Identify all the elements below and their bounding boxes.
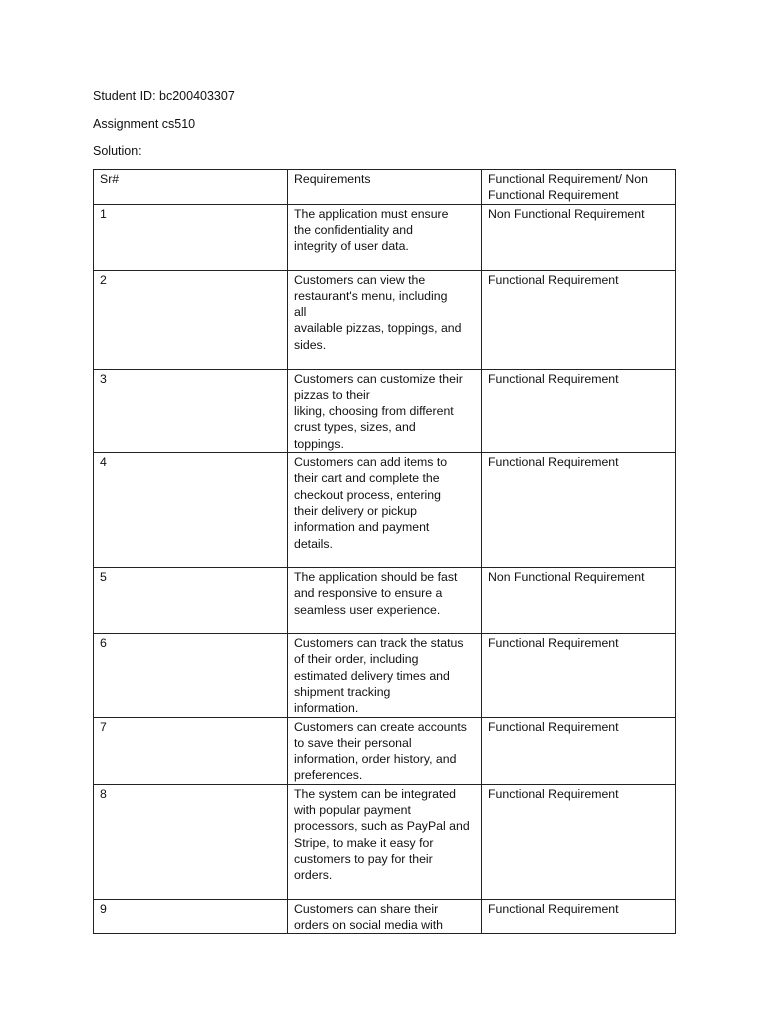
solution-label: Solution: [93, 144, 142, 158]
cell-sr: 2 [94, 270, 288, 369]
requirements-table [93, 169, 676, 934]
cell-sr: 9 [94, 899, 288, 934]
cell-type: Functional Requirement [482, 369, 676, 452]
column-header-sr: Sr# [94, 170, 288, 205]
table-row [94, 270, 676, 369]
table-header-row [94, 170, 676, 205]
table-row [94, 369, 676, 452]
cell-type: Functional Requirement [482, 899, 676, 934]
cell-sr: 7 [94, 717, 288, 784]
cell-sr: 5 [94, 568, 288, 634]
cell-requirement: Customers can create accounts to save their personal information, order history, and preferences. [288, 717, 482, 784]
cell-type: Functional Requirement [482, 270, 676, 369]
cell-requirement: The system can be integrated with popular payment processors, such as PayPal and Stripe, to make it easy for customers to pay for their orders. [288, 784, 482, 899]
cell-requirement: The application should be fast and responsive to ensure a seamless user experience. [288, 568, 482, 634]
cell-sr: 8 [94, 784, 288, 899]
table-row [94, 568, 676, 634]
cell-requirement: Customers can track the status of their order, including estimated delivery times and shipment tracking information. [288, 634, 482, 717]
cell-requirement: Customers can view the restaurant's menu, including all available pizzas, toppings, and sides. [288, 270, 482, 369]
cell-type: Non Functional Requirement [482, 204, 676, 270]
cell-type: Functional Requirement [482, 717, 676, 784]
cell-requirement: Customers can add items to their cart and complete the checkout process, entering their delivery or pickup information and payment details. [288, 453, 482, 568]
table-row [94, 634, 676, 717]
cell-sr: 3 [94, 369, 288, 452]
cell-type: Non Functional Requirement [482, 568, 676, 634]
cell-requirement: Customers can customize their pizzas to their liking, choosing from different crust types, sizes, and toppings. [288, 369, 482, 452]
table-row [94, 717, 676, 784]
cell-requirement: Customers can share their orders on social media with [288, 899, 482, 934]
cell-type: Functional Requirement [482, 453, 676, 568]
assignment-line: Assignment cs510 [93, 117, 196, 131]
column-header-type: Functional Requirement/ Non Functional Requirement [482, 170, 676, 205]
table-row [94, 899, 676, 934]
column-header-requirements: Requirements [288, 170, 482, 205]
table-row [94, 204, 676, 270]
table-row [94, 453, 676, 568]
student-id-line: Student ID: bc200403307 [93, 89, 235, 103]
cell-sr: 6 [94, 634, 288, 717]
cell-type: Functional Requirement [482, 784, 676, 899]
cell-type: Functional Requirement [482, 634, 676, 717]
cell-requirement: The application must ensure the confidentiality and integrity of user data. [288, 204, 482, 270]
cell-sr: 4 [94, 453, 288, 568]
cell-sr: 1 [94, 204, 288, 270]
table-row [94, 784, 676, 899]
